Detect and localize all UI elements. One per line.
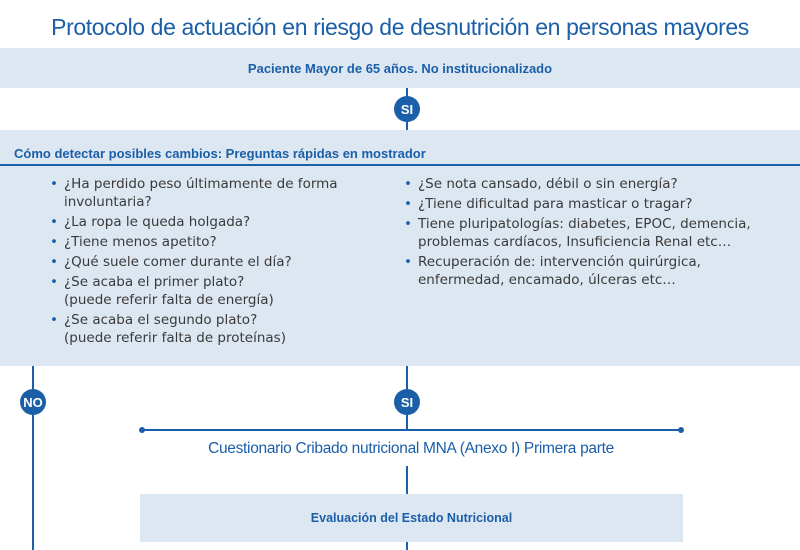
question-item: • Tiene pluripatologías: diabetes, EPOC, demencia, problemas cardíacos, Insuficiencia Renal etc…: [402, 215, 787, 251]
bracket-dot-right: [678, 427, 684, 433]
question-item: • ¿Se nota cansado, débil o sin energía?: [402, 175, 787, 193]
questions-left-list: [48, 175, 378, 349]
mna-bracket-line: [142, 429, 680, 431]
si-badge-bottom: SI: [394, 389, 420, 415]
patient-box: [0, 48, 800, 88]
question-item: • ¿La ropa le queda holgada?: [48, 213, 378, 231]
question-item: • ¿Tiene menos apetito?: [48, 233, 378, 251]
question-item: • ¿Se acaba el segundo plato? (puede referir falta de proteínas): [48, 311, 378, 347]
question-item: • ¿Se acaba el primer plato? (puede referir falta de energía): [48, 273, 378, 309]
detect-heading-rule: [0, 164, 800, 166]
si-badge-top: SI: [394, 96, 420, 122]
question-item: • Recuperación de: intervención quirúrgica, enfermedad, encamado, úlceras etc…: [402, 253, 787, 289]
no-badge: NO: [20, 389, 46, 415]
connector-bottom: [406, 542, 408, 550]
mna-questionnaire-label: Cuestionario Cribado nutricional MNA (Anexo I) Primera parte: [208, 440, 614, 457]
bracket-dot-left: [139, 427, 145, 433]
questions-right-list: [402, 175, 787, 291]
question-item: • ¿Ha perdido peso últimamente de forma involuntaria?: [48, 175, 378, 211]
question-item: • ¿Qué suele comer durante el día?: [48, 253, 378, 271]
detect-heading: Cómo detectar posibles cambios: Preguntas rápidas en mostrador: [14, 146, 426, 161]
evaluation-label: Evaluación del Estado Nutricional: [310, 511, 513, 525]
page-title: Protocolo de actuación en riesgo de desnutrición en personas mayores: [51, 14, 749, 40]
patient-label: Paciente Mayor de 65 años. No institucionalizado: [247, 60, 553, 76]
evaluation-box: [140, 494, 683, 542]
question-item: • ¿Tiene dificultad para masticar o tragar?: [402, 195, 787, 213]
connector-mna-eval: [406, 466, 408, 494]
